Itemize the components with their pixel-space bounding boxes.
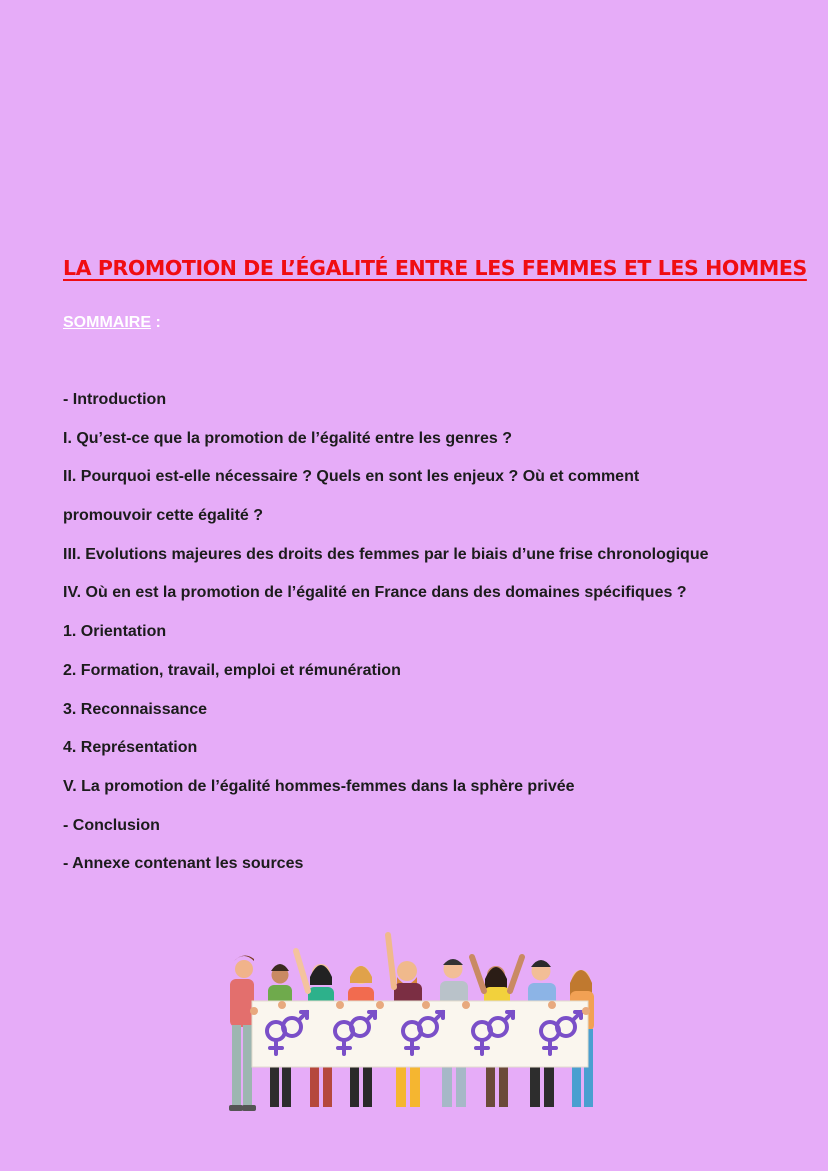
toc-item: V. La promotion de l’égalité hommes-femmes dans la sphère privée	[63, 777, 575, 795]
toc-item: III. Evolutions majeures des droits des femmes par le biais d’une frise chronologique	[63, 545, 709, 563]
summary-label	[63, 314, 161, 332]
toc-item: - Introduction	[63, 391, 167, 408]
page-title: LA PROMOTION DE L’ÉGALITÉ ENTRE LES FEMMES ET LES HOMMES	[63, 256, 807, 280]
toc-item: II. Pourquoi est-elle nécessaire ? Quels en sont les enjeux ? Où et comment	[63, 468, 640, 486]
toc-item: - Conclusion	[63, 816, 160, 834]
toc-item: I. Qu’est-ce que la promotion de l’égalité entre les genres ?	[63, 429, 512, 447]
toc-item: promouvoir cette égalité ?	[63, 507, 264, 525]
table-of-contents	[63, 381, 783, 884]
summary-label-text: SOMMAIRE	[63, 314, 151, 331]
toc-item: 1. Orientation	[63, 623, 167, 641]
toc-item: - Annexe contenant les sources	[63, 855, 304, 873]
toc-item: 2. Formation, travail, emploi et rémunération	[63, 661, 401, 679]
toc-item: 4. Représentation	[63, 739, 198, 757]
summary-label-colon: :	[151, 314, 161, 331]
toc-item: IV. Où en est la promotion de l’égalité en France dans des domaines spécifiques ?	[63, 584, 687, 602]
toc-item: 3. Reconnaissance	[63, 700, 208, 718]
gender-equality-banner-icon	[220, 925, 610, 1120]
